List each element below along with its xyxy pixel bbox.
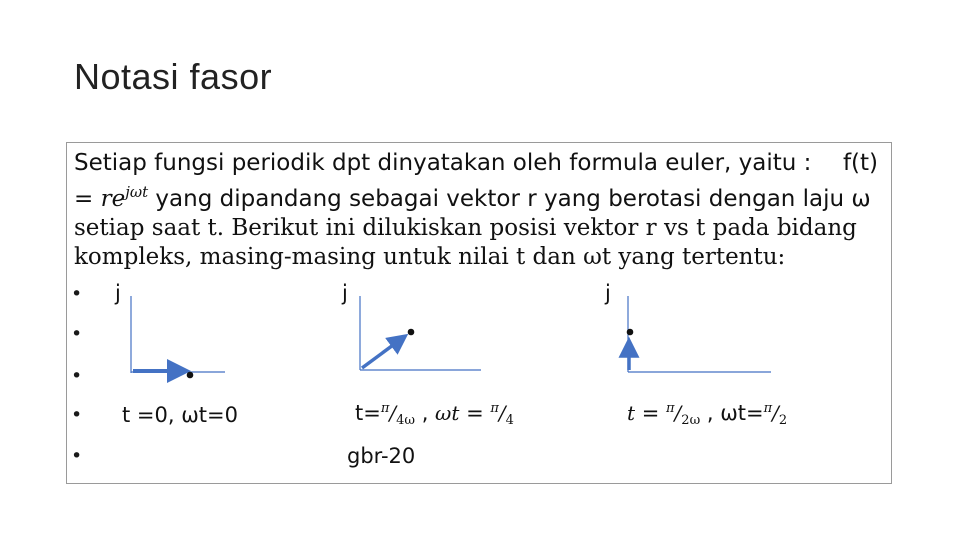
diagram-3-t: t: [627, 401, 636, 425]
figure-label: gbr-20: [347, 444, 416, 468]
diagram-2-fraction-wt: $^\pi/_4$: [490, 401, 514, 428]
text-line-3: setiap saat t. Berikut ini dilukiskan posisi vektor r vs t pada bidang: [74, 215, 857, 241]
euler-exponent: jωt: [125, 183, 149, 201]
diagram-2-vector: [362, 337, 404, 368]
diagram-2-axes: [360, 296, 481, 370]
diagram-3-num-pi: π: [666, 401, 675, 416]
page-title: Notasi fasor: [74, 56, 273, 97]
diagram-3-axis-label: j: [605, 281, 611, 305]
diagram-2-fraction-t: $^\pi/_{4\omega}$: [380, 401, 416, 428]
diagram-3-num-pi-2: π: [763, 401, 773, 416]
diagram-3-fraction-wt: $^\pi/_2$: [763, 401, 788, 428]
diagram-2-caption: [355, 401, 514, 428]
diagram-2-axis-label: j: [342, 281, 348, 305]
diagram-3-eq: =: [635, 401, 666, 425]
diagram-3-axes: [628, 296, 771, 372]
diagram-2-comma: ,: [415, 401, 436, 425]
equals-sign: =: [74, 186, 101, 212]
diagram-2-den-4w: 4ω: [396, 413, 416, 428]
diagram-2-t-eq: t=: [355, 401, 381, 425]
diagram-2-eq: =: [459, 401, 491, 425]
text-line-2-rest: yang dipandang sebagai vektor r yang berotasi dengan laju ω: [148, 186, 871, 212]
diagram-3-wt-eq: , ωt=: [700, 401, 764, 425]
diagram-1-axes: [131, 296, 225, 373]
bullet-5: •: [71, 445, 83, 467]
diagram-2-num-pi: π: [380, 401, 390, 416]
diagram-2-num-pi-2: π: [490, 401, 499, 416]
diagram-3-den-2: 2: [778, 413, 788, 428]
function-ft: f(t): [842, 150, 878, 176]
diagram-1-point: [187, 372, 194, 379]
text-line-4: kompleks, masing-masing untuk nilai t dan ωt yang tertentu:: [74, 244, 786, 270]
bullet-3: •: [71, 365, 83, 387]
content-box: [66, 142, 892, 484]
phasor-diagrams: [67, 143, 893, 485]
diagram-2-point: [408, 329, 415, 336]
bullet-1: •: [71, 283, 83, 305]
diagram-3-point: [627, 329, 634, 336]
diagram-3-caption: [627, 401, 787, 428]
text-line-1-main: Setiap fungsi periodik dpt dinyatakan oleh formula euler, yaitu :: [74, 150, 812, 176]
diagram-2-den-4: 4: [505, 413, 514, 428]
bullet-4: •: [71, 404, 83, 426]
diagram-1-caption: t =0, ωt=0: [122, 403, 238, 427]
diagram-1-axis-label: j: [115, 281, 121, 305]
euler-base: re: [100, 186, 126, 212]
bullet-2: •: [71, 323, 83, 345]
diagram-3-den-2w: 2ω: [681, 413, 701, 428]
diagram-2-omega-t: ωt: [435, 401, 460, 425]
diagram-3-fraction-t: $^\pi/_{2\omega}$: [666, 401, 701, 428]
